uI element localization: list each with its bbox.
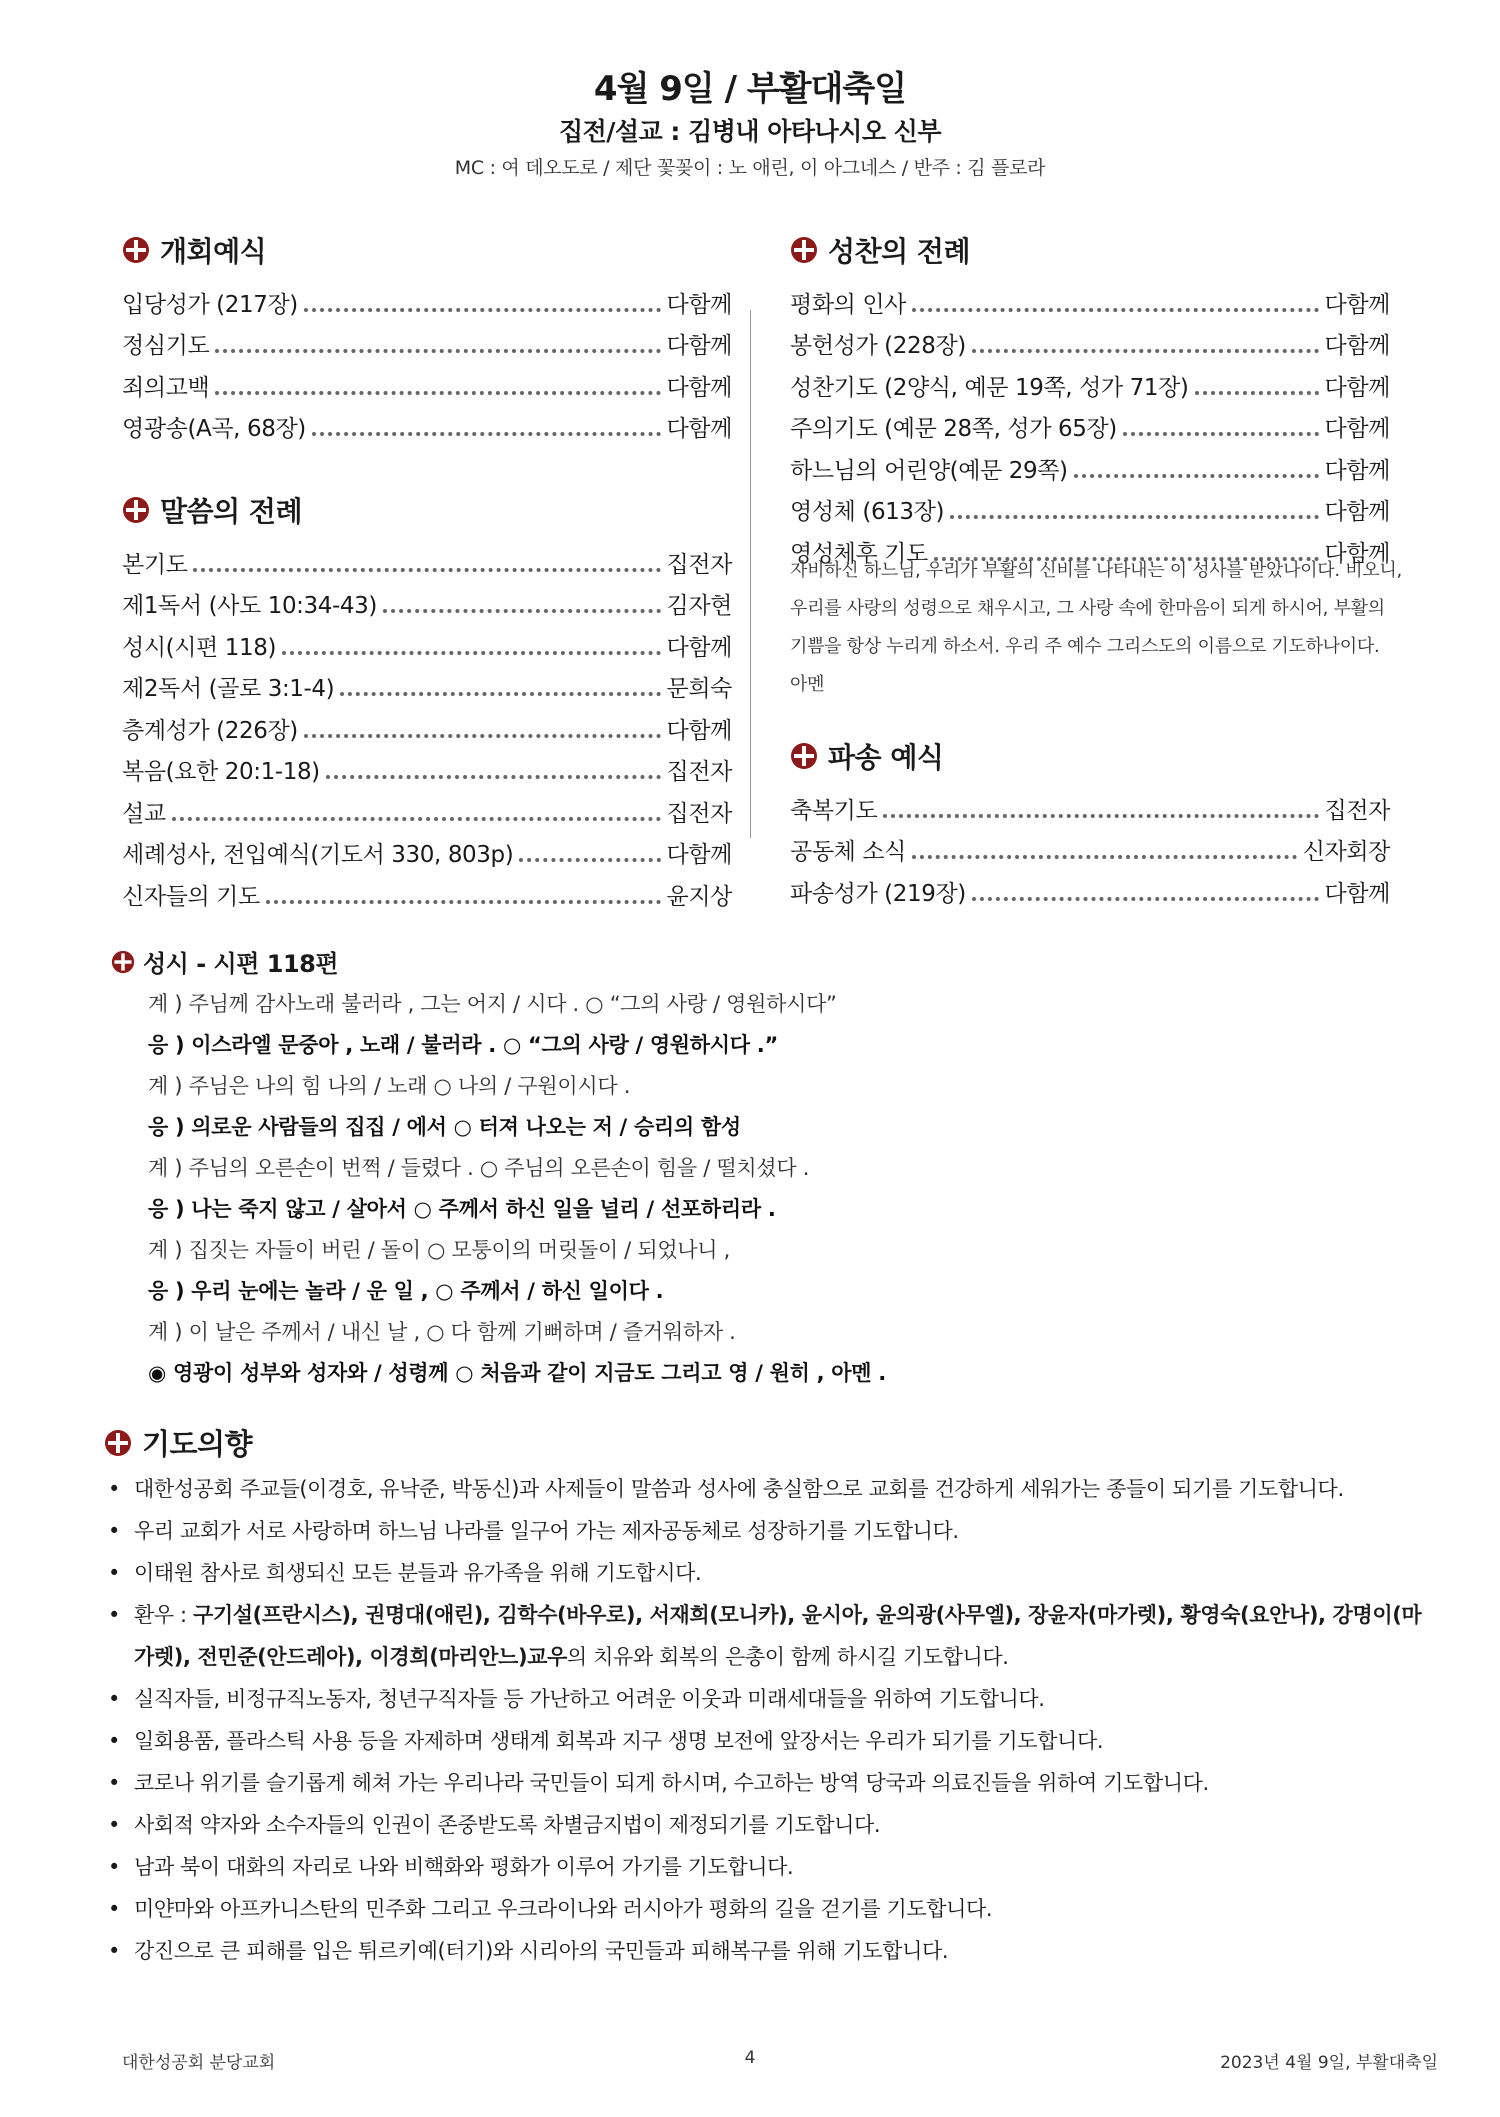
service-item <box>122 278 732 320</box>
service-item <box>122 704 732 746</box>
bullet-icon: • <box>108 1687 120 1711</box>
service-item-role: 집전자 <box>666 759 732 785</box>
section-word-title: 말씀의 전례 <box>122 490 302 530</box>
prayer-line: 우리를 사랑의 성령으로 채우시고, 그 사랑 속에 한마음이 되게 하시어, 부활의 <box>790 598 1385 619</box>
leader-dots <box>282 651 661 655</box>
leader-dots <box>326 775 661 779</box>
bullet-icon: • <box>108 1897 120 1921</box>
service-item-label: 주의기도 (예문 28쪽, 성가 65장) <box>790 416 1117 442</box>
psalm-people-line: 응 ) 이스라엘 문중아 , 노래 / 불러라 . ○ “그의 사랑 / 영원하시다 .” <box>148 1033 778 1057</box>
bullet-icon: • <box>108 1561 120 1585</box>
service-item-role: 다함께 <box>1324 880 1390 907</box>
eucharist-list <box>790 278 1390 569</box>
service-item-role: 집전자 <box>666 800 732 827</box>
service-item <box>790 784 1390 826</box>
bullet-icon: • <box>108 1939 120 1963</box>
psalm-people-line: 응 ) 의로운 사람들의 집집 / 에서 ○ 터져 나오는 저 / 승리의 함성 <box>148 1115 741 1139</box>
dismissal-list <box>790 784 1390 909</box>
service-item-role: 다함께 <box>666 291 732 318</box>
bullet-icon: • <box>108 1771 120 1795</box>
leader-dots <box>912 308 1319 312</box>
service-item-label: 성시(시편 118) <box>122 634 277 661</box>
opening-list <box>122 278 732 444</box>
sick-prefix: 환우 : <box>134 1603 193 1627</box>
service-item <box>122 580 732 622</box>
prayer-line: 기쁨을 항상 누리게 하소서. 우리 주 예수 그리스도의 이름으로 기도하나이다. <box>790 636 1380 657</box>
service-item <box>122 746 732 788</box>
intentions-title: 기도의향 <box>104 1422 252 1463</box>
service-item-label: 영성체 (613장) <box>790 499 945 525</box>
service-item-role: 다함께 <box>1324 499 1390 525</box>
page-header <box>0 66 1500 184</box>
post-communion-prayer <box>790 552 1430 704</box>
service-item-role: 다함께 <box>1324 291 1390 318</box>
intention-text: 일회용품, 플라스틱 사용 등을 자제하며 생태계 회복과 지구 생명 보전에 앞장서는 우리가 되기를 기도합니다. <box>134 1729 1104 1753</box>
sick-names: 구기설(프란시스), 권명대(애린), 김학수(바우로), 서재희(모니카), 윤시아, 윤의광(사무엘), 장윤자(마가렛), 황영숙(요안나), 강명이(마가렛), 전민준(안드레아), 이경희(마리안느)교우 <box>134 1603 1422 1669</box>
service-item <box>790 278 1390 320</box>
service-item-label: 세례성사, 전입예식(기도서 330, 803p) <box>122 842 514 868</box>
service-item-label: 파송성가 (219장) <box>790 880 966 907</box>
intention-text: 남과 북이 대화의 자리로 나와 비핵화와 평화가 이루어 가기를 기도합니다. <box>134 1855 794 1879</box>
service-item-role: 다함께 <box>1324 416 1390 442</box>
service-item <box>790 444 1390 486</box>
intention-item <box>104 1552 1434 1594</box>
psalm-priest-line: 계 ) 집짓는 자들이 버린 / 돌이 ○ 모퉁이의 머릿돌이 / 되었나니 , <box>148 1238 731 1262</box>
service-item <box>122 787 732 829</box>
psalm-priest-line: 계 ) 주님께 감사노래 불러라 , 그는 어지 / 시다 . ○ “그의 사랑 / 영원하시다” <box>148 992 837 1016</box>
intention-text: 이태원 참사로 희생되신 모든 분들과 유가족을 위해 기도합시다. <box>134 1561 702 1585</box>
service-item <box>122 538 732 580</box>
service-item <box>122 361 732 403</box>
leader-dots <box>972 349 1319 353</box>
section-eucharist-title: 성찬의 전례 <box>790 230 970 270</box>
service-item <box>790 320 1390 362</box>
bullet-icon: • <box>108 1519 120 1543</box>
service-item <box>790 361 1390 403</box>
service-item-role: 김자현 <box>666 593 732 619</box>
leader-dots <box>883 814 1318 818</box>
service-item-role: 문희숙 <box>666 676 732 702</box>
sick-suffix: 의 치유와 회복의 은총이 함께 하시길 기도합니다. <box>566 1645 1009 1669</box>
leader-dots <box>912 855 1297 859</box>
leader-dots <box>215 391 660 395</box>
footer-date: 2023년 4월 9일, 부활대축일 <box>1220 2053 1438 2073</box>
leader-dots <box>266 900 661 904</box>
intention-text: 사회적 약자와 소수자들의 인권이 존중받도록 차별금지법이 제정되기를 기도합니다. <box>134 1813 881 1837</box>
leader-dots <box>1123 432 1319 436</box>
service-item-label: 설교 <box>122 800 166 827</box>
leader-dots <box>193 568 660 572</box>
bullet-icon: • <box>108 1855 120 1879</box>
leader-dots <box>972 897 1319 901</box>
psalm-priest-line: 계 ) 주님의 오른손이 번쩍 / 들렸다 . ○ 주님의 오른손이 힘을 / 떨치셨다 . <box>148 1156 810 1180</box>
psalm-people-line: 응 ) 우리 눈에는 놀라 / 운 일 , ○ 주께서 / 하신 일이다 . <box>148 1279 664 1303</box>
leader-dots <box>304 734 661 738</box>
bullet-icon: • <box>108 1477 120 1501</box>
service-item-label: 제2독서 (골로 3:1-4) <box>122 676 335 702</box>
service-item-label: 영성체후 기도 <box>790 540 928 567</box>
service-item-label: 신자들의 기도 <box>122 883 260 910</box>
intention-item <box>104 1510 1434 1552</box>
service-item <box>790 867 1390 909</box>
service-item-role: 다함께 <box>1324 374 1390 401</box>
prayer-line: 자비하신 하느님, 우리가 부활의 신비를 나타내는 이 성사를 받았나이다. 비오니, <box>790 560 1402 581</box>
intention-text: 우리 교회가 서로 사랑하며 하느님 나라를 일구어 가는 제자공동체로 성장하기를 기도합니다. <box>134 1519 959 1543</box>
service-item-role: 집전자 <box>1324 797 1390 824</box>
psalm-people-line: 응 ) 나는 죽지 않고 / 살아서 ○ 주께서 하신 일을 널리 / 선포하리라 . <box>148 1197 776 1221</box>
intention-item <box>104 1930 1434 1972</box>
service-item-label: 하느님의 어린양(예문 29쪽) <box>790 457 1068 484</box>
intention-text: 강진으로 큰 피해를 입은 튀르키예(터기)와 시리아의 국민들과 피해복구를 위해 기도합니다. <box>134 1939 949 1963</box>
psalm-priest-line: 계 ) 주님은 나의 힘 나의 / 노래 ○ 나의 / 구원이시다 . <box>148 1074 631 1098</box>
service-item <box>122 621 732 663</box>
service-item-role: 다함께 <box>666 416 732 442</box>
service-item-role: 집전자 <box>666 551 732 578</box>
bullet-icon: • <box>108 1813 120 1837</box>
intentions-list <box>104 1468 1434 1972</box>
service-item-role: 다함께 <box>666 333 732 359</box>
celebrant-line: 집전/설교 : 김병내 아타나시오 신부 <box>558 117 942 146</box>
cross-icon <box>104 1429 132 1457</box>
service-item-role: 윤지상 <box>666 883 732 910</box>
word-list <box>122 538 732 912</box>
service-item <box>122 663 732 705</box>
leader-dots <box>1195 391 1319 395</box>
psalm-title: 성시 - 시편 118편 <box>111 944 338 979</box>
service-item <box>790 403 1390 445</box>
intention-text: 미얀마와 아프카니스탄의 민주화 그리고 우크라이나와 러시아가 평화의 길을 걷기를 기도합니다. <box>134 1897 993 1921</box>
intention-text: 코로나 위기를 슬기롭게 헤쳐 가는 우리나라 국민들이 되게 하시며, 수고하는 방역 당국과 의료진들을 위하여 기도합니다. <box>134 1771 1209 1795</box>
intention-item <box>104 1846 1434 1888</box>
intention-item <box>104 1678 1434 1720</box>
service-item-label: 죄의고백 <box>122 374 210 401</box>
intention-item <box>104 1762 1434 1804</box>
leader-dots <box>312 432 661 436</box>
service-item-role: 다함께 <box>1324 540 1390 567</box>
service-item <box>122 870 732 912</box>
cross-icon <box>790 236 818 264</box>
intention-item <box>104 1468 1434 1510</box>
footer-church: 대한성공회 분당교회 <box>122 2053 276 2073</box>
cross-icon <box>122 496 150 524</box>
page-title: 4월 9일 / 부활대축일 <box>593 69 907 109</box>
service-item-role: 다함께 <box>1324 457 1390 484</box>
service-item-label: 정심기도 <box>122 333 210 359</box>
leader-dots <box>172 817 661 821</box>
service-item-label: 영광송(A곡, 68장) <box>122 416 306 442</box>
leader-dots <box>383 609 661 613</box>
cross-icon <box>790 742 818 770</box>
intention-item <box>104 1594 1434 1678</box>
intention-text: 실직자들, 비정규직노동자, 청년구직자들 등 가난하고 어려운 이웃과 미래세대들을 위하여 기도합니다. <box>134 1687 1045 1711</box>
leader-dots <box>950 515 1319 519</box>
section-opening-title: 개회예식 <box>122 230 266 270</box>
column-divider <box>750 310 751 838</box>
service-item <box>122 403 732 445</box>
service-item <box>122 829 732 871</box>
leader-dots <box>519 858 660 862</box>
intention-item <box>104 1720 1434 1762</box>
leader-dots <box>1074 474 1319 478</box>
service-item <box>122 320 732 362</box>
prayer-line: 아멘 <box>790 674 825 695</box>
service-item-role: 다함께 <box>666 634 732 661</box>
psalm-people-line: ◉ 영광이 성부와 성자와 / 성령께 ○ 처음과 같이 지금도 그리고 영 / 원히 , 아멘 . <box>148 1361 886 1385</box>
leader-dots <box>215 349 660 353</box>
service-item-role: 다함께 <box>666 717 732 744</box>
service-item-role: 신자회장 <box>1302 839 1390 865</box>
service-item-label: 봉헌성가 (228장) <box>790 333 966 359</box>
service-item-role: 다함께 <box>1324 333 1390 359</box>
leader-dots <box>304 308 661 312</box>
intention-item <box>104 1888 1434 1930</box>
service-item <box>790 486 1390 528</box>
service-item-label: 복음(요한 20:1-18) <box>122 759 320 785</box>
psalm-lines <box>148 984 1448 1394</box>
service-item-label: 입당성가 (217장) <box>122 291 298 318</box>
service-item-label: 본기도 <box>122 551 188 578</box>
bullet-icon: • <box>108 1603 120 1627</box>
service-item-role: 다함께 <box>666 842 732 868</box>
leader-dots <box>340 692 660 696</box>
cross-icon <box>122 236 150 264</box>
service-item-role: 다함께 <box>666 374 732 401</box>
service-item-label: 층계성가 (226장) <box>122 717 298 744</box>
page-number: 4 <box>744 2048 756 2068</box>
roles-line: MC : 여 데오도로 / 제단 꽃꽂이 : 노 애린, 이 아그네스 / 반주 : 김 플로라 <box>454 157 1046 179</box>
bullet-icon: • <box>108 1729 120 1753</box>
service-item-label: 평화의 인사 <box>790 291 907 318</box>
intention-text: 대한성공회 주교들(이경호, 유낙준, 박동신)과 사제들이 말씀과 성사에 충실함으로 교회를 건강하게 세워가는 종들이 되기를 기도합니다. <box>134 1477 1344 1501</box>
service-item-label: 축복기도 <box>790 797 878 824</box>
service-item-label: 제1독서 (사도 10:34-43) <box>122 593 377 619</box>
psalm-priest-line: 계 ) 이 날은 주께서 / 내신 날 , ○ 다 함께 기뻐하며 / 즐거워하자 . <box>148 1320 736 1344</box>
section-dismissal-title: 파송 예식 <box>790 736 943 776</box>
service-item-label: 성찬기도 (2양식, 예문 19쪽, 성가 71장) <box>790 374 1189 401</box>
service-item <box>790 826 1390 868</box>
intention-item <box>104 1804 1434 1846</box>
service-item-label: 공동체 소식 <box>790 839 907 865</box>
cross-icon <box>111 950 135 974</box>
